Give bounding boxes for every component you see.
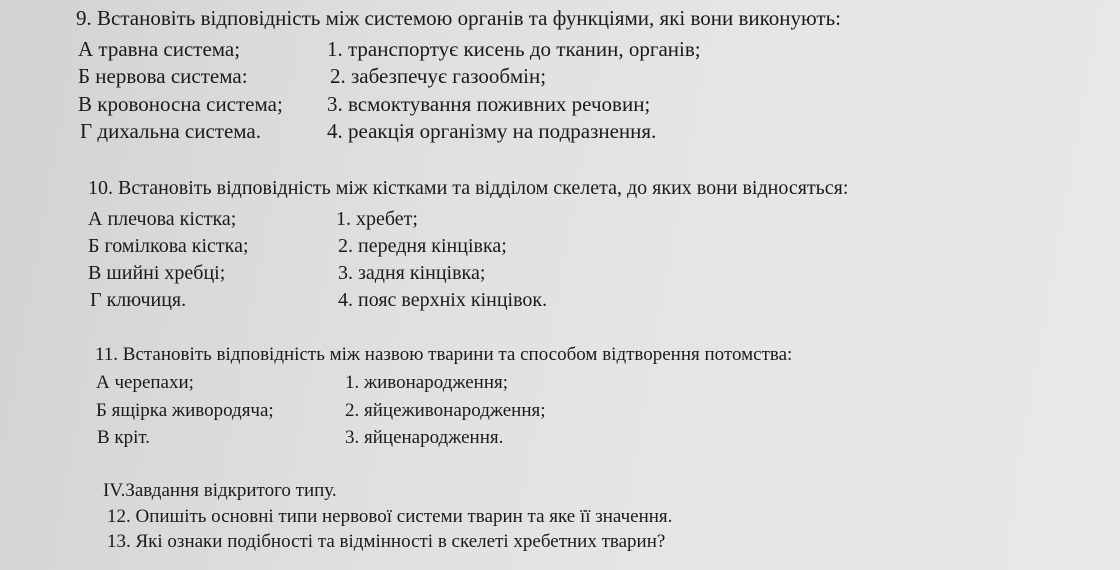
q11-title: 11. Встановіть відповідність між назвою тварини та способом відтворення потомства: — [95, 344, 793, 365]
q9-left-c: В кровоносна система; — [78, 92, 283, 116]
q9-right-4: 4. реакція організму на подразнення. — [327, 119, 657, 143]
q10-right-3: 3. задня кінцівка; — [338, 262, 486, 284]
q9-left-a: А травна система; — [78, 37, 241, 61]
q9-left-b: Б нервова система: — [78, 64, 248, 88]
open-task-12: 12. Опишіть основні типи нервової системи тварин та яке її значення. — [107, 506, 673, 527]
q9-title: 9. Встановіть відповідність між системою органів та функціями, які вони виконують: — [76, 6, 842, 30]
q10-left-d: Г ключиця. — [90, 289, 187, 311]
q10-right-4: 4. пояс верхніх кінцівок. — [338, 289, 548, 311]
q9-right-2: 2. забезпечує газообмін; — [330, 64, 547, 88]
q10-right-2: 2. передня кінцівка; — [338, 235, 507, 257]
q11-left-b: Б ящірка живородяча; — [96, 400, 274, 421]
q10-right-1: 1. хребет; — [336, 208, 418, 230]
q9-left-d: Г дихальна система. — [80, 119, 262, 143]
q10-title: 10. Встановіть відповідність між кістками та відділом скелета, до яких вони відносяться: — [88, 177, 849, 199]
q10-left-c: В шийні хребці; — [88, 262, 226, 284]
q9-right-3: 3. всмоктування поживних речовин; — [327, 92, 651, 116]
q10-left-b: Б гомілкова кістка; — [88, 235, 249, 257]
q11-left-c: В кріт. — [97, 427, 151, 448]
open-task-13: 13. Які ознаки подібності та відмінності в скелеті хребетних тварин? — [107, 531, 666, 552]
q11-left-a: А черепахи; — [96, 372, 194, 393]
q11-right-1: 1. живонародження; — [345, 372, 509, 393]
q11-right-3: 3. яйценародження. — [345, 427, 504, 448]
q11-right-2: 2. яйцеживонародження; — [345, 400, 546, 421]
q10-left-a: А плечова кістка; — [88, 208, 237, 230]
q9-right-1: 1. транспортує кисень до тканин, органів; — [327, 37, 701, 61]
open-tasks-heading: IV.Завдання відкритого типу. — [103, 480, 337, 501]
